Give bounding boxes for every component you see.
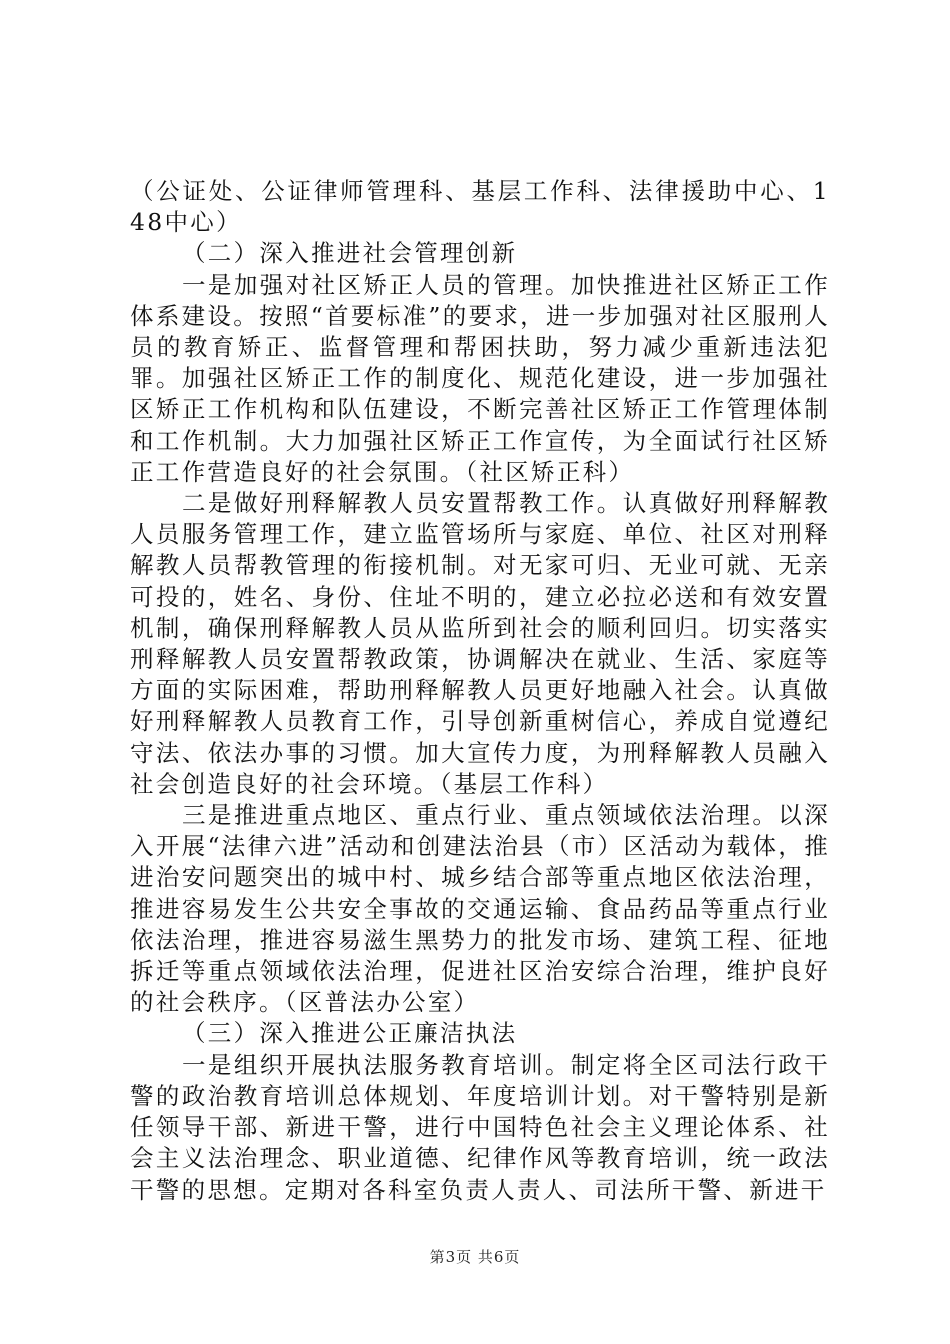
paragraph-key-areas-governance: 三是推进重点地区、重点行业、重点领域依法治理。以深入开展“法律六进”活动和创建法治县（市）区活动为载体，推进治安问题突出的城中村、城乡结合部等重点地区依法治理，推进容易发生公共安全事故的交通运输、食品药品等重点行业依法治理，推进容易滋生黑势力的批发市场、建筑工程、征地拆迁等重点领域依法治理，促进社区治安综合治理，维护良好的社会秩序。（区普法办公室） [130,801,830,1017]
page-number-footer: 第3页 共6页 [429,1248,521,1266]
document-body [130,176,830,1206]
section-heading-3: （三）深入推进公正廉洁执法 [182,1019,518,1048]
paragraph-continuation: （公证处、公证律师管理科、基层工作科、法律援助中心、148中心） [130,177,830,237]
paragraph-community-correction: 一是加强对社区矫正人员的管理。加快推进社区矫正工作体系建设。按照“首要标准”的要求，进一步加强对社区服刑人员的教育矫正、监督管理和帮困扶助，努力减少重新违法犯罪。加强社区矫正工作的制度化、规范化建设，进一步加强社区矫正工作机构和队伍建设，不断完善社区矫正工作管理体制和工作机制。大力加强社区矫正工作宣传，为全面试行社区矫正工作营造良好的社会氛围。（社区矫正科） [130,270,830,486]
paragraph-training: 一是组织开展执法服务教育培训。制定将全区司法行政干警的政治教育培训总体规划、年度培训计划。对干警特别是新任领导干部、新进干警，进行中国特色社会主义理论体系、社会主义法治理念、职业道德、纪律作风等教育培训，统一政法干警的思想。定期对各科室负责人责人、司法所干警、新进干 [130,1050,830,1204]
section-heading-2: （二）深入推进社会管理创新 [182,239,518,268]
paragraph-released-prisoners: 二是做好刑释解教人员安置帮教工作。认真做好刑释解教人员服务管理工作，建立监管场所与家庭、单位、社区对刑释解教人员帮教管理的衔接机制。对无家可归、无业可就、无亲可投的，姓名、身份、住址不明的，建立必拉必送和有效安置机制，确保刑释解教人员从监所到社会的顺利回归。切实落实刑释解教人员安置帮教政策，协调解决在就业、生活、家庭等方面的实际困难，帮助刑释解教人员更好地融入社会。认真做好刑释解教人员教育工作，引导创新重树信心，养成自觉遵纪守法、依法办事的习惯。加大宣传力度，为刑释解教人员融入社会创造良好的社会环境。（基层工作科） [130,489,830,798]
